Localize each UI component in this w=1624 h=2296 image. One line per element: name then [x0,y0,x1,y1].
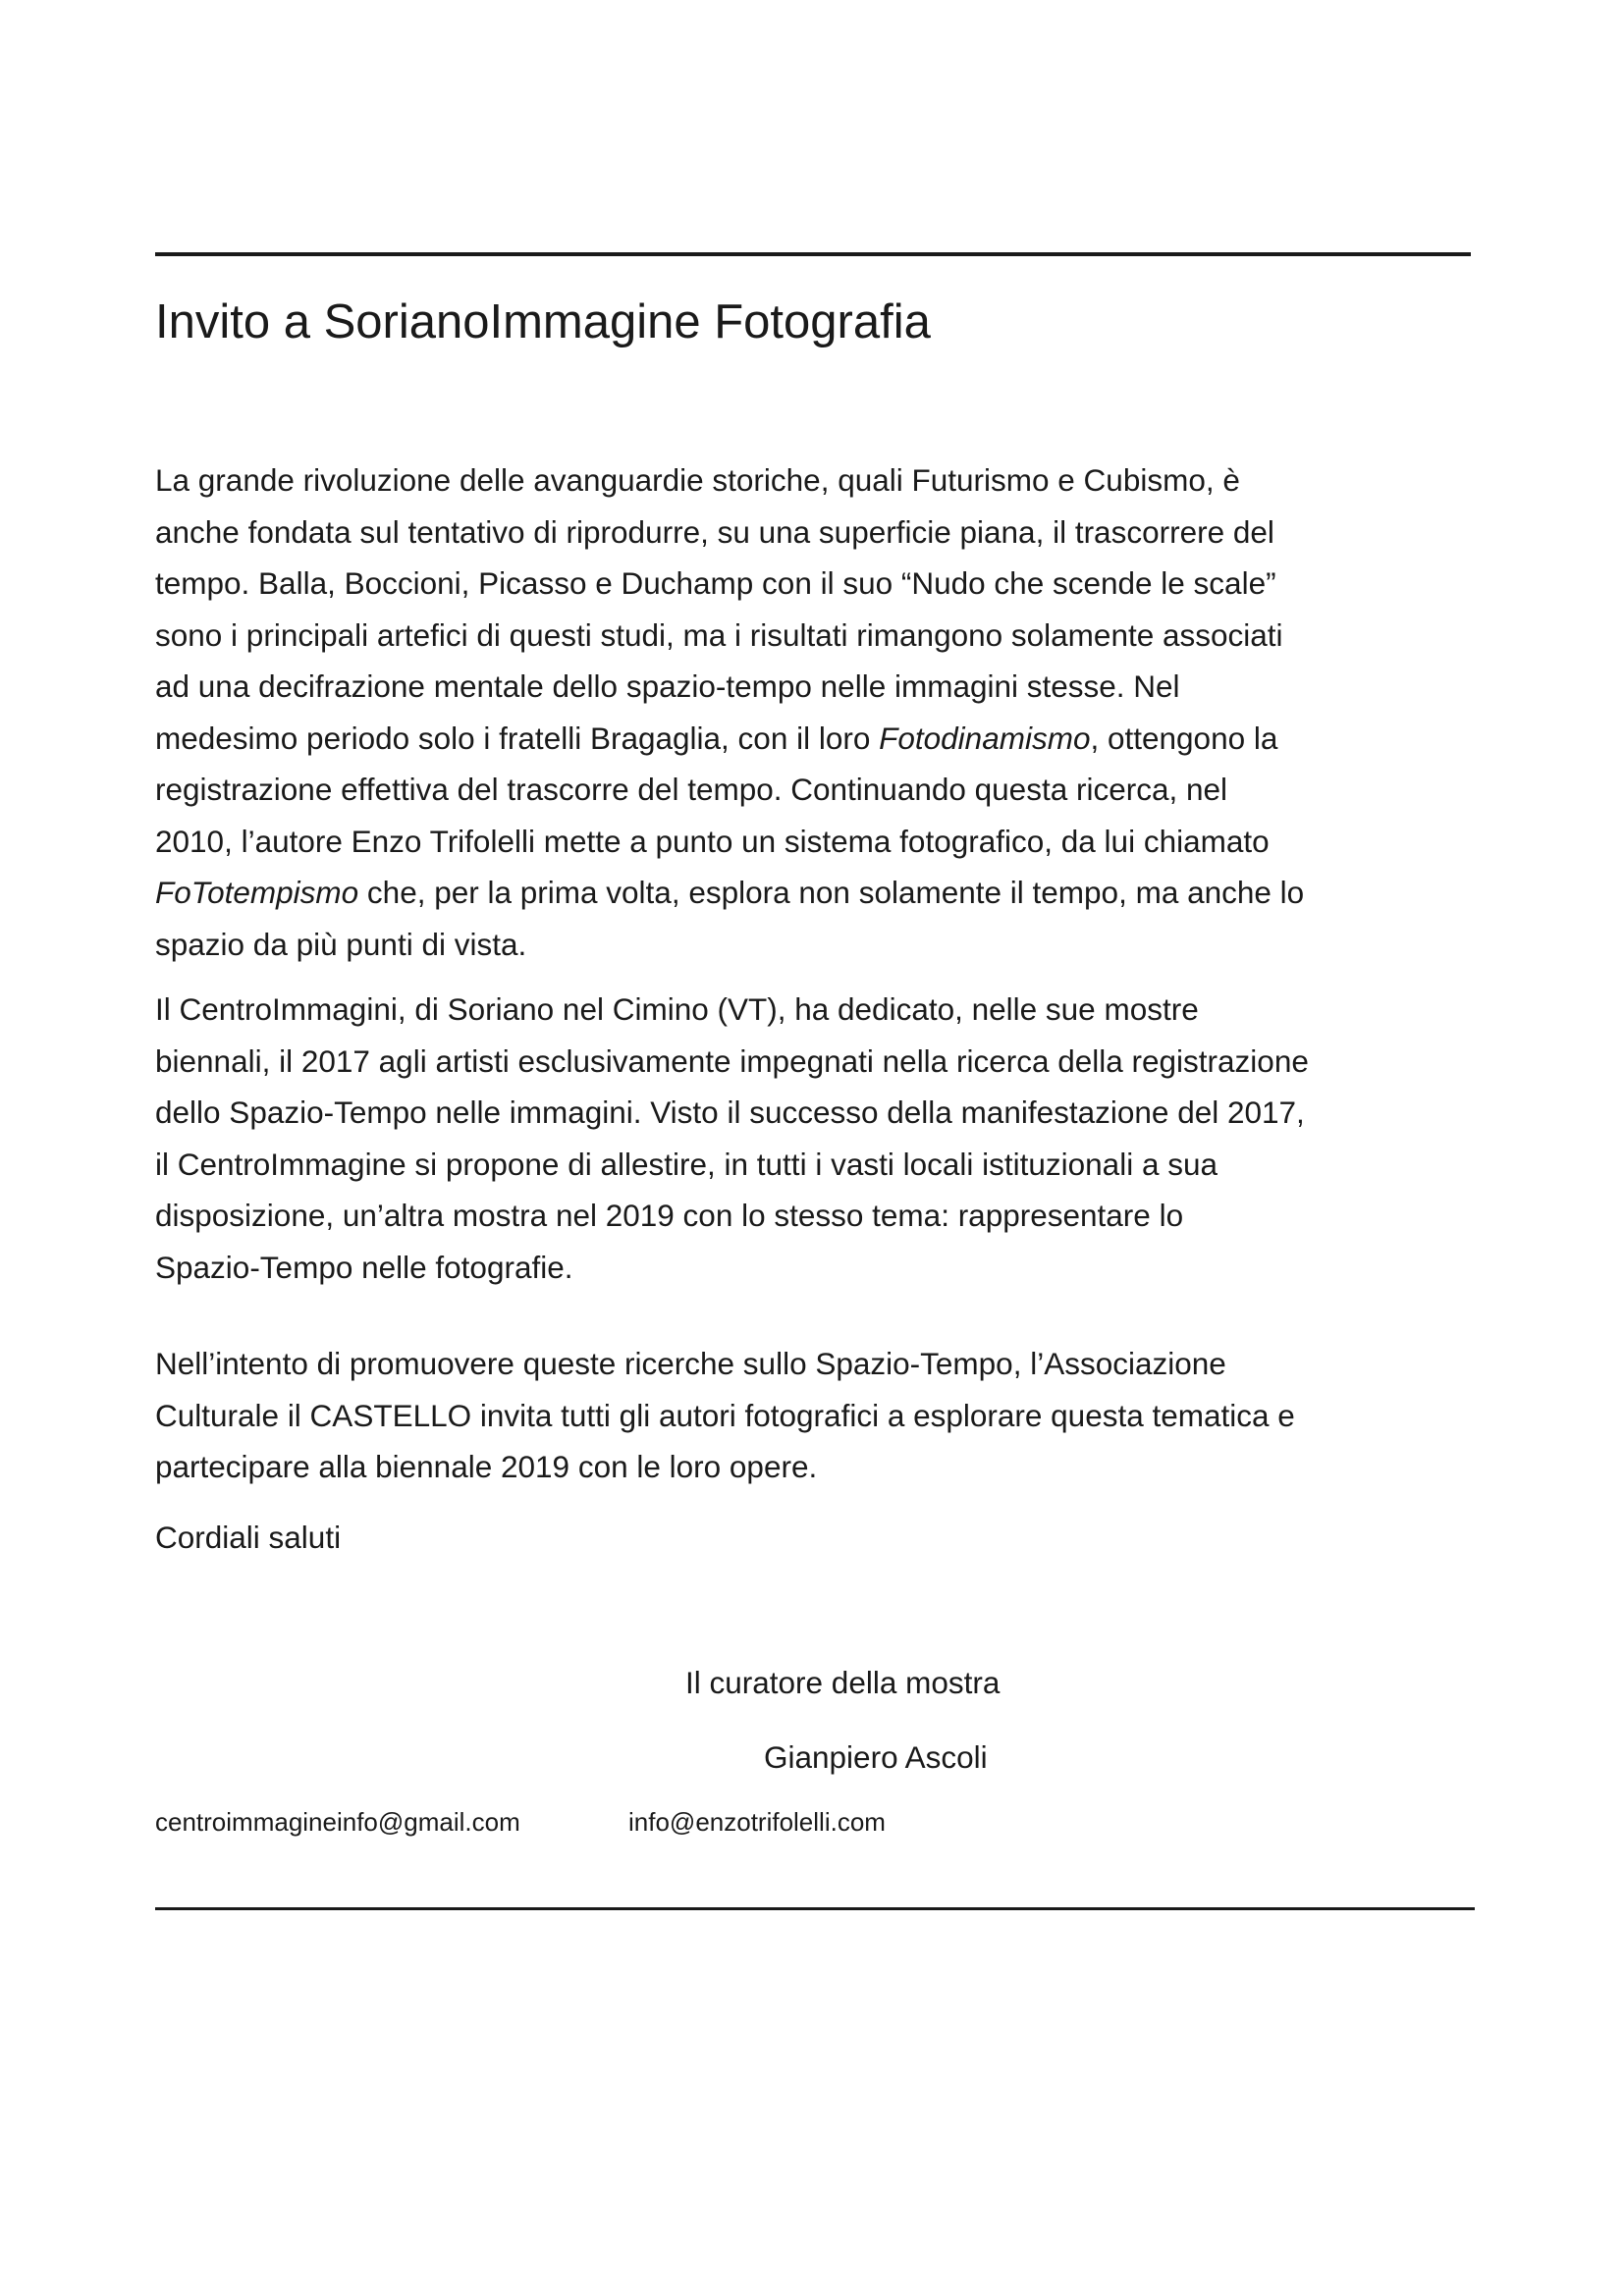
paragraph-line: Nell’intento di promuovere queste ricerche sullo Spazio-Tempo, l’Associazione [155,1346,1226,1381]
paragraph-line: La grande rivoluzione delle avanguardie storiche, quali Futurismo e Cubismo, è [155,462,1240,498]
curator-role: Il curatore della mostra [685,1665,1001,1700]
paragraph-invitation [155,1338,1295,1493]
line-text: che, per la prima volta, esplora non solamente il tempo, ma anche lo [358,875,1305,910]
italic-term-fototempismo: FoTotempismo [155,875,359,910]
contact-email-trifolelli[interactable]: info@enzotrifolelli.com [628,1807,886,1837]
paragraph-line [155,867,1304,919]
paragraph-line: disposizione, un’altra mostra nel 2019 con lo stesso tema: rappresentare lo [155,1198,1184,1233]
paragraph-intro [155,454,1304,970]
paragraph-line: ad una decifrazione mentale dello spazio-tempo nelle immagini stesse. Nel [155,668,1180,704]
italic-term-fotodinamismo: Fotodinamismo [879,720,1091,756]
paragraph-line: anche fondata sul tentativo di riprodurre, su una superficie piana, il trascorrere del [155,513,1274,550]
paragraph-line: dello Spazio-Tempo nelle immagini. Visto il successo della manifestazione del 2017, [155,1095,1305,1130]
line-text: , ottengono la [1090,720,1278,756]
paragraph-line: partecipare alla biennale 2019 con le loro opere. [155,1449,818,1484]
line-text: medesimo periodo solo i fratelli Bragaglia, con il loro [155,720,880,756]
paragraph-line: biennali, il 2017 agli artisti esclusivamente impegnati nella ricerca della registrazione [155,1042,1309,1079]
paragraph-line: registrazione effettiva del trascorre del tempo. Continuando questa ricerca, nel [155,772,1228,807]
top-divider [155,252,1471,256]
paragraph-line: Culturale il CASTELLO invita tutti gli autori fotografici a esplorare questa tematica e [155,1397,1295,1433]
bottom-divider [155,1907,1475,1910]
paragraph-line: 2010, l’autore Enzo Trifolelli mette a punto un sistema fotografico, da lui chiamato [155,823,1270,859]
page-title: Invito a SorianoImmagine Fotografia [155,295,931,348]
closing-greeting: Cordiali saluti [155,1520,342,1555]
paragraph-line: Il CentroImmagini, di Soriano nel Cimino (VT), ha dedicato, nelle sue mostre [155,991,1199,1027]
paragraph-line [155,713,1304,765]
paragraph-line: tempo. Balla, Boccioni, Picasso e Duchamp con il suo “Nudo che scende le scale” [155,565,1276,601]
paragraph-line: Spazio-Tempo nelle fotografie. [155,1249,573,1285]
paragraph-line: il CentroImmagine si propone di allestire, in tutti i vasti locali istituzionali a sua [155,1146,1218,1182]
curator-name: Gianpiero Ascoli [764,1739,988,1775]
contact-email-centroimmagine[interactable]: centroimmagineinfo@gmail.com [155,1807,520,1837]
paragraph-centroimmagini [155,984,1309,1293]
paragraph-line: sono i principali artefici di questi studi, ma i risultati rimangono solamente associati [155,616,1283,653]
paragraph-line: spazio da più punti di vista. [155,926,527,962]
